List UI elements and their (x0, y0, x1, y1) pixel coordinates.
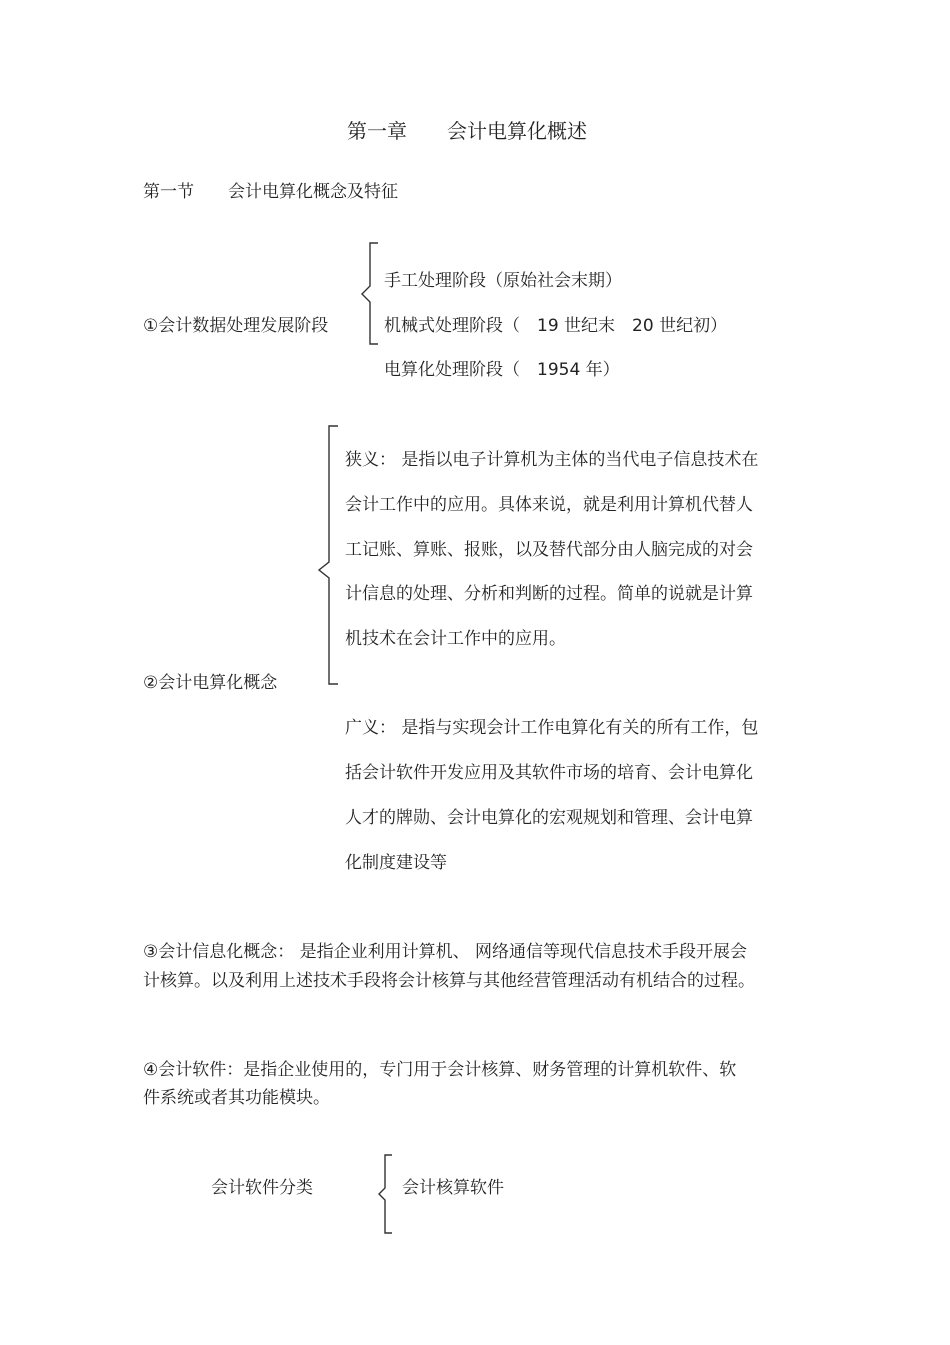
section-title: 第一节 会计电算化概念及特征 (143, 182, 398, 202)
item4-line-2: 件系统或者其功能模块。 (143, 1088, 330, 1108)
item1-label: ①会计数据处理发展阶段 (143, 316, 329, 336)
stage-computerized: 电算化处理阶段（ 1954 年） (384, 360, 620, 380)
narrow-definition-line-1: 狭义： 是指以电子计算机为主体的当代电子信息技术在 (345, 450, 759, 470)
item3-line-1: ③会计信息化概念： 是指企业利用计算机、 网络通信等现代信息技术手段开展会 (143, 942, 748, 962)
item4-line-1: ④会计软件：是指企业使用的，专门用于会计核算、财务管理的计算机软件、软 (143, 1060, 737, 1080)
narrow-definition-line-5: 机技术在会计工作中的应用。 (345, 629, 566, 649)
broad-definition-line-1: 广义： 是指与实现会计工作电算化有关的所有工作，包 (345, 718, 759, 738)
brace-concept (314, 422, 344, 692)
narrow-definition-line-2: 会计工作中的应用。具体来说，就是利用计算机代替人 (345, 495, 753, 515)
broad-definition-line-3: 人才的牌勋、会计电算化的宏观规划和管理、会计电算 (345, 808, 753, 828)
narrow-definition-line-4: 计信息的处理、分析和判断的过程。简单的说就是计算 (345, 584, 753, 604)
broad-definition-line-4: 化制度建设等 (345, 853, 447, 873)
classification-label: 会计软件分类 (211, 1178, 313, 1198)
stage-mechanical: 机械式处理阶段（ 19 世纪末 20 世纪初） (384, 316, 728, 336)
brace-classification (376, 1152, 400, 1238)
item3-line-2: 计核算。以及利用上述技术手段将会计核算与其他经营管理活动有机结合的过程。 (143, 971, 755, 991)
item2-label: ②会计电算化概念 (143, 673, 278, 693)
chapter-title: 第一章 会计电算化概述 (347, 119, 587, 143)
broad-definition-line-2: 括会计软件开发应用及其软件市场的培育、会计电算化 (345, 763, 753, 783)
stage-manual: 手工处理阶段（原始社会末期） (384, 271, 622, 291)
narrow-definition-line-3: 工记账、算账、报账，以及替代部分由人脑完成的对会 (345, 540, 753, 560)
classification-item-accounting-software: 会计核算软件 (402, 1178, 504, 1198)
